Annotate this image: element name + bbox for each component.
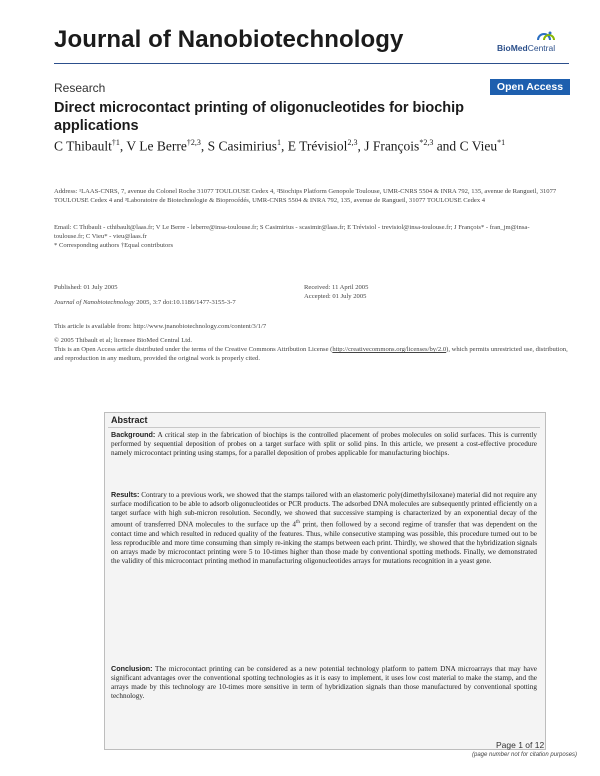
abstract-conclusion: Conclusion: The microcontact printing can be considered as a new potential technology platform to pattern DNA microarrays that may have significant advantages over the conventional spotting technologies as it is easy to implement, it uses low cost material to make the stamp, and the arrays made by this technology are 10-times more sensitive in term of hybridization signals than those manufactured by conventional spotting technology. — [111, 664, 537, 701]
affiliation-address: Address: ¹LAAS-CNRS, 7, avenue du Colonel Roche 31077 TOULOUSE Cedex 4, ²Biochips Platform Genopole Toulouse, UMR-CNRS 5504 & INRA 792, 135, avenue de Rangueil, 31077 TOULOUSE Cedex 4 and ³Laboratoire de Biotechnologie & Bioprocédés, UMR-CNRS 5504 & INRA 792, 135, avenue de Rangueil, 31077 TOULOUSE Cedex 4 — [54, 188, 557, 204]
page-note: (page number not for citation purposes) — [472, 752, 578, 758]
publication-info — [54, 283, 294, 307]
accepted-date: Accepted: 01 July 2005 — [304, 293, 367, 300]
abstract-heading: Abstract — [111, 415, 148, 425]
biomed-central-logo-text: BioMedCentral — [497, 43, 556, 53]
license-block — [54, 322, 574, 363]
author-list: C Thibault$^{\dagger 1}$, V Le Berre$^{\dagger 2,3}$, S Casimirius$^1$, E Trévisiol$^{2,3}$, J François$^{*2,3}$ and C Vieu$^{*1}$ — [54, 138, 506, 154]
author-name: C Thibault — [54, 138, 112, 154]
abstract-divider — [108, 427, 540, 428]
abstract-background: Background: A critical step in the fabrication of biochips is the controlled placement of probes molecules on solid surfaces. This is currently performed by sequential deposition of probes on a target surface with split or solid pins. In this article, we present a cost-effective procedure namely microcontact printing using stamps, for a parallel deposition of probes applicable for manufacturing biochips. — [111, 430, 537, 458]
author-name: S Casimirius — [207, 138, 278, 154]
received-date: Received: 11 April 2005 — [304, 284, 369, 291]
submission-dates — [304, 283, 544, 301]
article-url: This article is available from: http://www.jnanobiotechnology.com/content/3/1/7 — [54, 323, 267, 330]
license-text: This is an Open Access article distributed under the terms of the Creative Commons Attribution License (http://creativecommons.org/licenses/by/2.0), which permits unrestricted use, distribution, and reproduction in any medium, provided the original work is properly cited. — [54, 346, 568, 362]
author-name: E Trévisiol — [287, 138, 348, 154]
header-divider — [54, 63, 569, 64]
citation: Journal of Nanobiotechnology 2005, 3:7 doi:10.1186/1477-3155-3-7 — [54, 299, 236, 306]
license-link[interactable]: http://creativecommons.org/licenses/by/2.0 — [332, 346, 447, 353]
section-label: Research — [54, 81, 106, 95]
author-name: C Vieu — [459, 138, 498, 154]
abstract-results: Results: Contrary to a previous work, we showed that the stamps tailored with an elastomeric poly(dimethylsiloxane) material did not require any surface modification to be able to adsorb oligonucleotides or PCR products. The adsorbed DNA molecules are subsequently printed efficiently on a target surface with high sub-micron resolution. Secondly, we showed that successive stamping is characterized by an exponential decay of the amount of transferred DNA molecules to the surface up the 4th print, then followed by a second regime of transfer that was dependent on the contact time and which resulted in reduced quality of the features. Thus, while consecutive stamping was possible, this procedure turned out to be less reproducible and more time consuming than simply re-inking the stamps between each print. Thirdly, we showed that the hybridization signals on arrays made by microcontact printing were 5 to 10-times higher than those made by conventional spotting methods. Finally, we demonstrated the validity of this microcontact printing method in manufacturing oligonucleotides arrays for mutations recognition in a yeast gene. — [111, 490, 538, 566]
article-title: Direct microcontact printing of oligonucleotides for biochip applications — [54, 100, 465, 134]
author-name: J François — [364, 138, 420, 154]
copyright: © 2005 Thibault et al; licensee BioMed Central Ltd. — [54, 337, 193, 344]
author-emails: Email: C Thibault - cthibault@laas.fr; V Le Berre - leberre@insa-toulouse.fr; S Casimirius - scasimir@laas.fr; E Trévisiol - trevisiol@insa-toulouse.fr; J François* - fran_jm@insa-toulouse.fr; C Vieu* - vieu@laas.fr — [54, 224, 530, 240]
author-name: V Le Berre — [126, 138, 187, 154]
corresponding-note: * Corresponding authors †Equal contributors — [54, 242, 174, 249]
journal-title: Journal of Nanobiotechnology — [54, 26, 404, 53]
open-access-badge: Open Access — [490, 79, 570, 95]
page-number: Page 1 of 12 — [496, 740, 545, 750]
published-date: Published: 01 July 2005 — [54, 284, 118, 291]
